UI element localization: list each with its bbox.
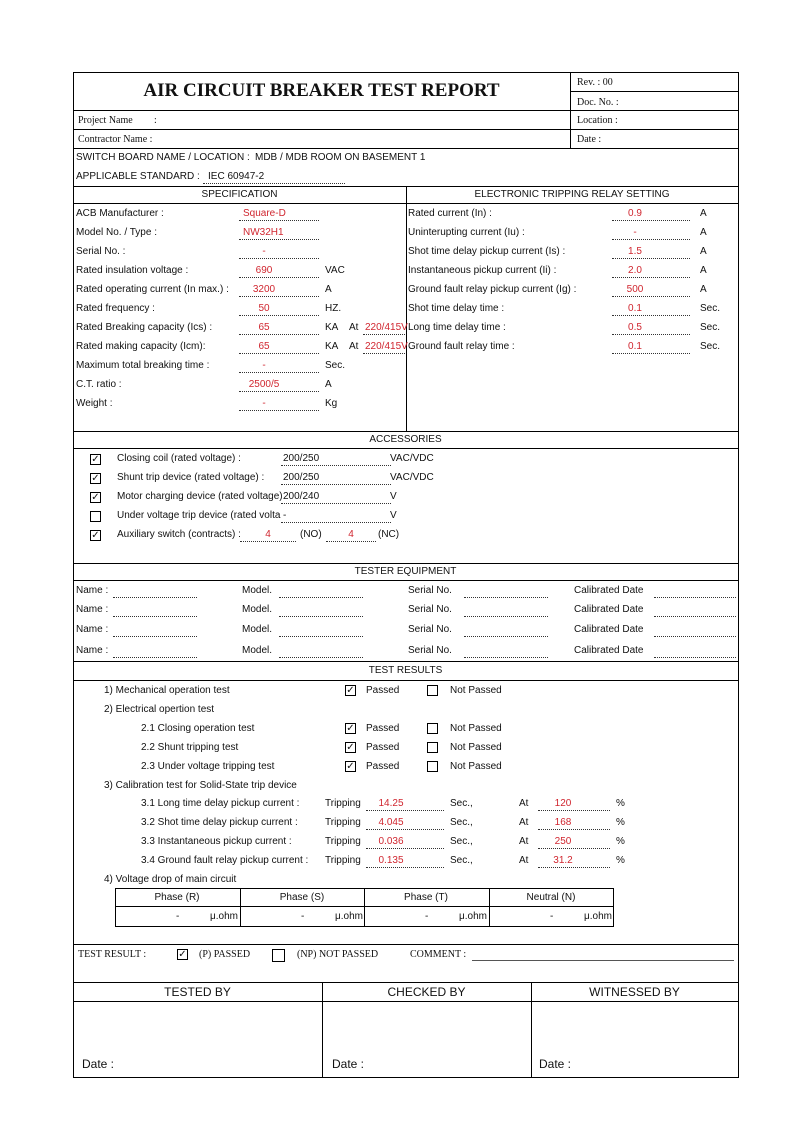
phase-value: - [176, 911, 180, 922]
spec-label: Rated operating current (In max.) : [76, 284, 229, 295]
p-passed-label: (P) PASSED [199, 949, 251, 960]
relay-value: 0.9 [628, 208, 642, 219]
relay-heading: ELECTRONIC TRIPPING RELAY SETTING [474, 189, 670, 200]
tester-model-underline [279, 597, 363, 598]
tester-serial-label: Serial No. [408, 624, 452, 635]
spec-label: Rated Breaking capacity (Ics) : [76, 322, 213, 333]
calibration-label: 3.4 Ground fault relay pickup current : [141, 855, 309, 866]
spec-value: 2500/5 [248, 379, 280, 390]
relay-value: 2.0 [628, 265, 642, 276]
accessory-checkbox[interactable]: ✓ [91, 473, 100, 484]
phase-header: Phase (S) [279, 892, 325, 903]
relay-value: 0.1 [628, 341, 642, 352]
spec-value: 65 [258, 322, 270, 333]
spec-value-underline [239, 372, 319, 373]
contractor-label: Contractor Name : [78, 134, 153, 145]
at-value: 250 [554, 836, 572, 847]
breaking-at-value: 220/415V [365, 322, 408, 333]
accessory-underline [281, 465, 391, 466]
mech-passed-checkbox[interactable]: ✓ [346, 685, 355, 696]
tester-model-label: Model. [242, 645, 273, 656]
accessory-checkbox[interactable]: ✓ [91, 492, 100, 503]
tester-model-underline [279, 616, 363, 617]
tester-calibrated-underline [654, 597, 736, 598]
spec-value-underline [239, 239, 319, 240]
tester-calibrated-underline [654, 636, 736, 637]
accessory-label: Closing coil (rated voltage) : [117, 453, 241, 464]
date-label: Date : [577, 134, 602, 145]
tester-name-label: Name : [76, 645, 109, 656]
relay-label: Ground fault relay pickup current (Ig) : [408, 284, 577, 295]
at-underline [538, 829, 610, 830]
spec-unit: A [325, 284, 332, 295]
spec-value: - [262, 246, 266, 257]
spec-value: 65 [258, 341, 270, 352]
at-value: 31.2 [553, 855, 573, 866]
relay-label: Rated current (In) : [408, 208, 492, 219]
accessory-unit: VAC/VDC [390, 472, 434, 483]
accessory-checkbox[interactable] [90, 511, 101, 522]
relay-value-underline [612, 334, 690, 335]
at-underline [538, 848, 610, 849]
spec-unit: A [325, 379, 332, 390]
report-title: AIR CIRCUIT BREAKER TEST REPORT [143, 80, 500, 101]
relay-unit: Sec. [700, 303, 721, 314]
spec-value: 3200 [252, 284, 276, 295]
shunt-passed-label: Passed [366, 742, 400, 753]
sec-label: Sec., [450, 798, 473, 809]
location-label: Location : [577, 115, 618, 126]
tripping-underline [366, 848, 444, 849]
spec-value: NW32H1 [243, 227, 284, 238]
spec-label: Serial No. : [76, 246, 126, 257]
project-name-colon: : [154, 115, 157, 126]
mech-test-label: 1) Mechanical operation test [104, 685, 230, 696]
voltage-drop-label: 4) Voltage drop of main circuit [104, 874, 237, 885]
tester-model-underline [279, 636, 363, 637]
accessory-value: 200/250 [283, 472, 320, 483]
accessory-unit: VAC/VDC [390, 453, 434, 464]
tester-calibrated-label: Calibrated Date [574, 585, 644, 596]
under-not-passed-label: Not Passed [450, 761, 502, 772]
relay-value-underline [612, 277, 690, 278]
spec-value: 50 [258, 303, 270, 314]
sec-label: Sec., [450, 817, 473, 828]
relay-value-underline [612, 239, 690, 240]
tester-serial-label: Serial No. [408, 585, 452, 596]
np-not-passed-checkbox[interactable] [272, 949, 285, 962]
phase-header: Phase (R) [154, 892, 200, 903]
accessory-label: Motor charging device (rated voltage) [117, 491, 283, 502]
percent-label: % [616, 798, 625, 809]
test-result-label: TEST RESULT : [78, 949, 147, 960]
tester-name-label: Name : [76, 585, 109, 596]
at-label: At [519, 855, 529, 866]
percent-label: % [616, 855, 625, 866]
accessory-unit: V [390, 491, 397, 502]
accessory-label: Auxiliary switch (contracts) : [117, 529, 241, 540]
at-label: At [519, 836, 529, 847]
phase-header: Neutral (N) [526, 892, 576, 903]
spec-label: ACB Manufacturer : [76, 208, 164, 219]
switchboard-label: SWITCH BOARD NAME / LOCATION : [76, 152, 250, 163]
spec-value: - [262, 398, 266, 409]
np-not-passed-label: (NP) NOT PASSED [297, 949, 379, 960]
witnessed-date-label: Date : [539, 1057, 572, 1071]
relay-value-underline [612, 315, 690, 316]
relay-value-underline [612, 296, 690, 297]
relay-unit: A [700, 208, 707, 219]
relay-unit: A [700, 227, 707, 238]
spec-unit: Sec. [325, 360, 346, 371]
elec-test-label: 2) Electrical opertion test [104, 704, 215, 715]
tester-serial-label: Serial No. [408, 645, 452, 656]
percent-label: % [616, 817, 625, 828]
accessory-value: 200/240 [283, 491, 320, 502]
tripping-label: Tripping [325, 817, 361, 828]
closing-passed-checkbox[interactable]: ✓ [346, 723, 355, 734]
tester-name-label: Name : [76, 624, 109, 635]
tester-model-label: Model. [242, 604, 273, 615]
accessory-label: Under voltage trip device (rated volta [117, 510, 281, 521]
at-label: At [519, 817, 529, 828]
tripping-value: 14.25 [378, 798, 404, 809]
comment-label: COMMENT : [410, 949, 467, 960]
relay-value: 1.5 [628, 246, 642, 257]
checked-date-label: Date : [332, 1057, 365, 1071]
rev-label: Rev. : 00 [577, 77, 613, 88]
shunt-passed-checkbox[interactable]: ✓ [346, 742, 355, 753]
tripping-value: 0.036 [378, 836, 404, 847]
accessory-underline [240, 541, 296, 542]
accessory-unit: (NO) [300, 529, 322, 540]
at-underline [538, 867, 610, 868]
spec-unit: Kg [325, 398, 338, 409]
spec-value: Square-D [243, 208, 286, 219]
tester-model-underline [279, 657, 363, 658]
accessory-unit-2: (NC) [378, 529, 400, 540]
accessories-heading: ACCESSORIES [369, 434, 442, 445]
switchboard-value: MDB / MDB ROOM ON BASEMENT 1 [255, 152, 426, 163]
breaking-at-label: At [349, 322, 359, 333]
accessory-value: 200/250 [283, 453, 320, 464]
relay-label: Shot time delay time : [408, 303, 505, 314]
relay-label: Long time delay time : [408, 322, 506, 333]
tested-date-label: Date : [82, 1057, 115, 1071]
tester-calibrated-underline [654, 616, 736, 617]
spec-unit: VAC [325, 265, 345, 276]
phase-value: - [550, 911, 554, 922]
spec-label: Maximum total breaking time : [76, 360, 210, 371]
at-label: At [519, 798, 529, 809]
spec-label: Rated making capacity (Icm): [76, 341, 206, 352]
spec-value: - [262, 360, 266, 371]
p-passed-checkbox[interactable]: ✓ [178, 949, 187, 960]
results-heading: TEST RESULTS [368, 665, 443, 676]
relay-unit: A [700, 265, 707, 276]
phase-unit: μ.ohm [584, 911, 612, 922]
tester-calibrated-underline [654, 657, 736, 658]
tester-name-underline [113, 616, 197, 617]
spec-value: 690 [255, 265, 273, 276]
sec-label: Sec., [450, 836, 473, 847]
tester-calibrated-label: Calibrated Date [574, 624, 644, 635]
accessory-underline [281, 503, 391, 504]
spec-unit: KA [325, 322, 339, 333]
mech-passed-label: Passed [366, 685, 400, 696]
relay-label: Instantaneous pickup current (Ii) : [408, 265, 557, 276]
tester-name-underline [113, 636, 197, 637]
spec-value-underline [239, 258, 319, 259]
tested-by-label: TESTED BY [164, 985, 231, 999]
spec-value-underline [239, 277, 319, 278]
witnessed-by-label: WITNESSED BY [589, 985, 680, 999]
spec-value-underline [239, 220, 319, 221]
tester-name-label: Name : [76, 604, 109, 615]
calibration-label: 3.1 Long time delay pickup current : [141, 798, 300, 809]
tester-name-underline [113, 657, 197, 658]
tripping-underline [366, 829, 444, 830]
spec-label: Weight : [76, 398, 113, 409]
relay-value-underline [612, 258, 690, 259]
tester-model-label: Model. [242, 585, 273, 596]
sec-label: Sec., [450, 855, 473, 866]
tester-calibrated-label: Calibrated Date [574, 604, 644, 615]
doc-no-label: Doc. No. : [577, 97, 619, 108]
spec-label: Rated insulation voltage : [76, 265, 189, 276]
relay-unit: A [700, 246, 707, 257]
tester-serial-label: Serial No. [408, 604, 452, 615]
accessory-unit: V [390, 510, 397, 521]
spec-unit: HZ. [325, 303, 342, 314]
tripping-underline [366, 867, 444, 868]
spec-value-underline [239, 410, 319, 411]
under-not-passed-checkbox[interactable] [427, 761, 438, 772]
spec-unit: KA [325, 341, 339, 352]
relay-unit: Sec. [700, 341, 721, 352]
relay-value: - [633, 227, 637, 238]
standard-value: IEC 60947-2 [208, 171, 265, 182]
spec-value-underline [239, 296, 319, 297]
tester-calibrated-label: Calibrated Date [574, 645, 644, 656]
tripping-label: Tripping [325, 855, 361, 866]
relay-value: 0.1 [628, 303, 642, 314]
accessory-checkbox[interactable]: ✓ [91, 454, 100, 465]
at-value: 120 [554, 798, 572, 809]
closing-test-label: 2.1 Closing operation test [141, 723, 255, 734]
tester-name-underline [113, 597, 197, 598]
accessory-value: 4 [265, 529, 271, 540]
standard-label: APPLICABLE STANDARD : [76, 171, 200, 182]
relay-value-underline [612, 353, 690, 354]
accessory-underline [281, 484, 391, 485]
shunt-not-passed-checkbox[interactable] [427, 742, 438, 753]
calibration-label: 3) Calibration test for Solid-State trip device [104, 780, 297, 791]
relay-unit: A [700, 284, 707, 295]
relay-label: Ground fault relay time : [408, 341, 515, 352]
calibration-label: 3.3 Instantaneous pickup current : [141, 836, 292, 847]
under-voltage-test-label: 2.3 Under voltage tripping test [141, 761, 275, 772]
mech-not-passed-label: Not Passed [450, 685, 502, 696]
relay-label: Shot time delay pickup current (Is) : [408, 246, 566, 257]
spec-label: Model No. / Type : [76, 227, 157, 238]
accessory-underline [326, 541, 376, 542]
under-passed-label: Passed [366, 761, 400, 772]
tripping-label: Tripping [325, 798, 361, 809]
project-name-label: Project Name [78, 115, 133, 126]
tester-model-label: Model. [242, 624, 273, 635]
phase-unit: μ.ohm [335, 911, 363, 922]
shunt-test-label: 2.2 Shunt tripping test [141, 742, 239, 753]
tester-serial-underline [464, 636, 548, 637]
at-value: 168 [554, 817, 572, 828]
phase-unit: μ.ohm [459, 911, 487, 922]
spec-label: Rated frequency : [76, 303, 155, 314]
percent-label: % [616, 836, 625, 847]
tester-serial-underline [464, 657, 548, 658]
accessory-label: Shunt trip device (rated voltage) : [117, 472, 265, 483]
relay-unit: Sec. [700, 322, 721, 333]
tester-heading: TESTER EQUIPMENT [354, 566, 457, 577]
spec-value-underline [239, 353, 319, 354]
relay-label: Uninterupting current (Iu) : [408, 227, 525, 238]
spec-value-underline [239, 315, 319, 316]
phase-unit: μ.ohm [210, 911, 238, 922]
mech-not-passed-checkbox[interactable] [427, 685, 438, 696]
spec-value-underline [239, 334, 319, 335]
under-passed-checkbox[interactable]: ✓ [346, 761, 355, 772]
making-at-value: 220/415V [365, 341, 408, 352]
accessory-underline [281, 522, 391, 523]
tripping-value: 4.045 [378, 817, 404, 828]
shunt-not-passed-label: Not Passed [450, 742, 502, 753]
tester-serial-underline [464, 597, 548, 598]
tripping-label: Tripping [325, 836, 361, 847]
accessory-value: - [283, 510, 287, 521]
phase-header: Phase (T) [404, 892, 448, 903]
spec-value-underline [239, 391, 319, 392]
closing-passed-label: Passed [366, 723, 400, 734]
calibration-label: 3.2 Shot time delay pickup current : [141, 817, 298, 828]
closing-not-passed-label: Not Passed [450, 723, 502, 734]
making-at-label: At [349, 341, 359, 352]
relay-value: 0.5 [628, 322, 642, 333]
tripping-value: 0.135 [378, 855, 404, 866]
phase-value: - [301, 911, 305, 922]
accessory-checkbox[interactable]: ✓ [91, 530, 100, 541]
at-underline [538, 810, 610, 811]
tripping-underline [366, 810, 444, 811]
checked-by-label: CHECKED BY [387, 985, 466, 999]
relay-value-underline [612, 220, 690, 221]
phase-value: - [425, 911, 429, 922]
relay-value: 500 [626, 284, 644, 295]
tester-serial-underline [464, 616, 548, 617]
spec-label: C.T. ratio : [76, 379, 122, 390]
closing-not-passed-checkbox[interactable] [427, 723, 438, 734]
spec-heading: SPECIFICATION [201, 189, 278, 200]
accessory-value-2: 4 [348, 529, 354, 540]
